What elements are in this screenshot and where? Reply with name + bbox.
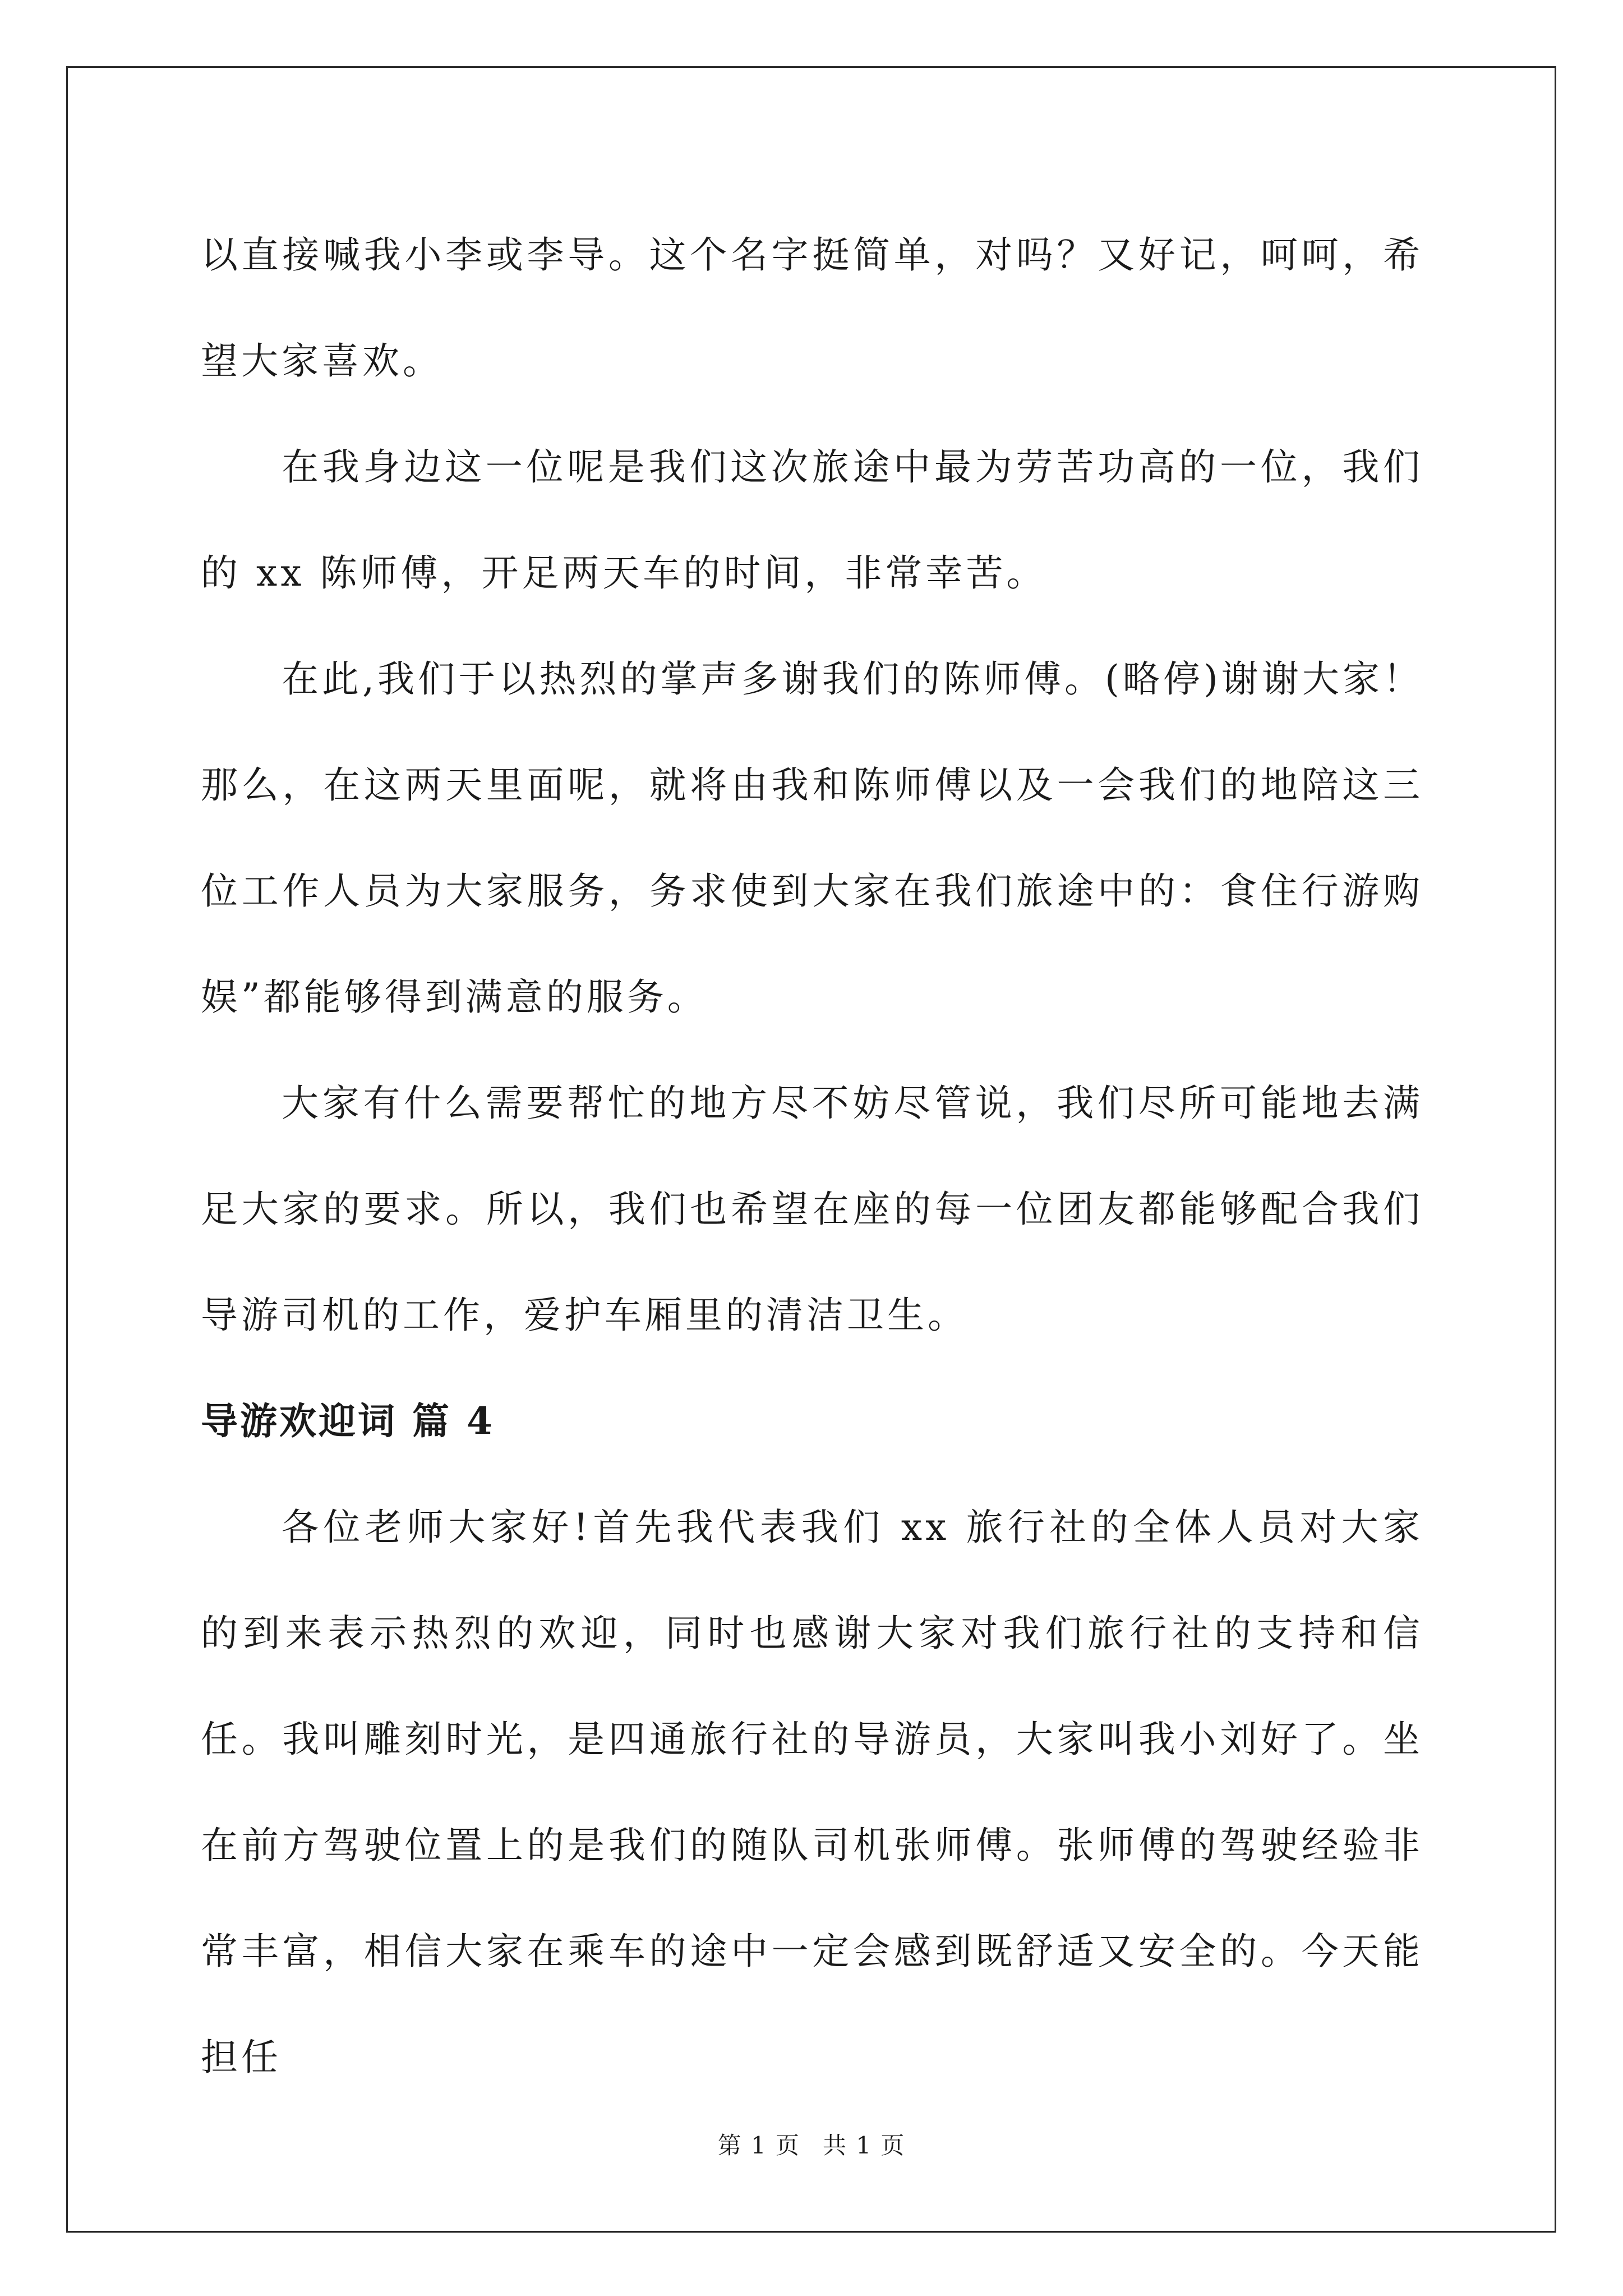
page-total: 共 1 页 [823,2132,906,2159]
page-number: 第 1 页 [717,2132,800,2159]
paragraph: 各位老师大家好!首先我代表我们 xx 旅行社的全体人员对大家的到来表示热烈的欢迎，同时也感谢大家对我们旅行社的支持和信任。我叫雕刻时光，是四通旅行社的导游员，大家叫我小刘好了。坐在前方驾驶位置上的是我们的随队司机张师傅。张师傅的驾驶经验非常丰富，相信大家在乘车的途中一定会感到既舒适又安全的。今天能担任 [201,1506,1423,2079]
paragraph: 以直接喊我小李或李导。这个名字挺简单，对吗？又好记，呵呵，希望大家喜欢。 [201,233,1423,383]
paragraph: 在此,我们于以热烈的掌声多谢我们的陈师傅。(略停)谢谢大家！那么，在这两天里面呢，就将由我和陈师傅以及一会我们的地陪这三位工作人员为大家服务，务求使到大家在我们旅途中的：食住行游购娱”都能够得到满意的服务。 [201,657,1423,1019]
section-heading: 导游欢迎词 篇 4 [201,1399,495,1443]
paragraph: 在我身边这一位呢是我们这次旅途中最为劳苦功高的一位，我们的 xx 陈师傅，开足两天车的时间，非常幸苦。 [201,445,1423,595]
paragraph: 大家有什么需要帮忙的地方尽不妨尽管说，我们尽所可能地去满足大家的要求。所以，我们也希望在座的每一位团友都能够配合我们导游司机的工作，爱护车厢里的清洁卫生。 [201,1082,1423,1337]
document-body [201,202,1423,2110]
page-footer [0,2129,1623,2162]
